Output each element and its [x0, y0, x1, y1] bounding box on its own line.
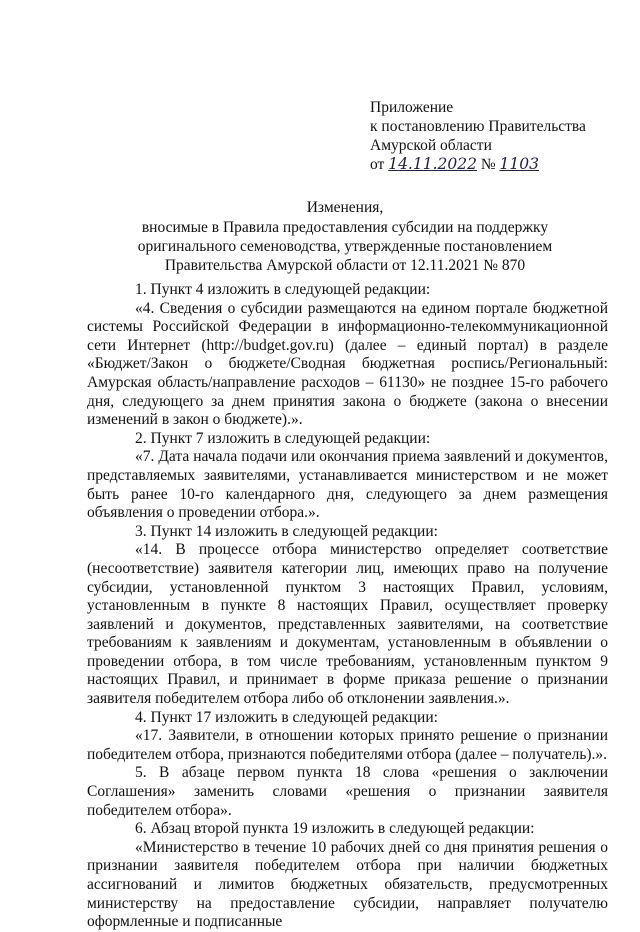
paragraph-item-2: 2. Пункт 7 изложить в следующей редакции:	[135, 429, 431, 447]
number-sign: №	[480, 156, 496, 173]
paragraph-text: «17. Заявители, в отношении которых принято решение о признании победителем отбора, признаются победителями отбора (далее – получатель).».	[87, 727, 608, 763]
document-title	[95, 198, 595, 275]
document-body	[87, 281, 608, 932]
paragraph-text: «7. Дата начала подачи или окончания приема заявлений и документов, представляемых заявителями, устанавливается министерством и не может быть ранее 10-го календарного дня, следующего за днем размещения объявления о проведении отбора.».	[87, 448, 608, 522]
appendix-date-number-line	[370, 155, 630, 174]
paragraph-item-1: 1. Пункт 4 изложить в следующей редакции:	[135, 281, 431, 298]
title-subheading: вносимые в Правила предоставления субсидии на поддержку оригинального семеноводства, утвержденные постановлением Правительства Амурской области от 12.11.2021 № 870	[137, 219, 553, 274]
paragraph-item-6: 6. Абзац второй пункта 19 изложить в следующей редакции:	[135, 820, 535, 838]
paragraph-item-3: 3. Пункт 14 изложить в следующей редакции:	[135, 522, 438, 540]
appendix-region-line: Амурской области	[370, 137, 492, 154]
paragraph-item-4: 4. Пункт 17 изложить в следующей редакции:	[135, 708, 438, 726]
paragraph-text: «14. В процессе отбора министерство определяет соответствие (несоответствие) заявителя категории лиц, имеющих право на получение субсидии, установленной пунктом 3 настоящих Правил, условиям, установленным в пункте 8 настоящих Правил, осуществляет проверку заявлений и документов, представленных заявителями, на соответствие требованиям к заявлениям и документам, установленным в объявлении о проведении отбора, в том числе требованиям, установленным пунктом 9 настоящих Правил, и принимает в форме приказа решение о признании заявителя победителем отбора либо об отклонении заявления.».	[87, 541, 608, 708]
handwritten-date: 14.11.2022	[388, 155, 477, 173]
appendix-decree-line: к постановлению Правительства	[370, 118, 586, 135]
handwritten-number: 1103	[499, 155, 539, 173]
date-prefix: от	[370, 156, 385, 173]
paragraph-text: «Министерство в течение 10 рабочих дней со дня принятия решения о признании заявителя победителем отбора при наличии бюджетных ассигнований и лимитов бюджетных обязательств, предусмотренных министерству на предоставление субсидии, направляет получателю оформленные и подписанные	[87, 838, 608, 931]
paragraph-item-5: 5. В абзаце первом пункта 18 слова «решения о заключении Соглашения» заменить словами «решения о признании заявителя победителем отбора».	[87, 764, 608, 819]
paragraph-text: «4. Сведения о субсидии размещаются на едином портале бюджетной системы Российской Федерации в информационно-телекоммуникационной сети Интернет (http://budget.gov.ru) (далее – единый портал) в разделе «Бюджет/Закон о бюджете/Сводная бюджетная роспись/Региональный: Амурская область/направление расходов – 61130» не позднее 15-го рабочего дня, следующего за днем принятия закона о бюджете (закона о внесении изменений в закон о бюджете).».	[87, 299, 608, 429]
appendix-label: Приложение	[370, 99, 454, 116]
appendix-block	[370, 98, 630, 174]
title-heading: Изменения,	[306, 199, 384, 216]
